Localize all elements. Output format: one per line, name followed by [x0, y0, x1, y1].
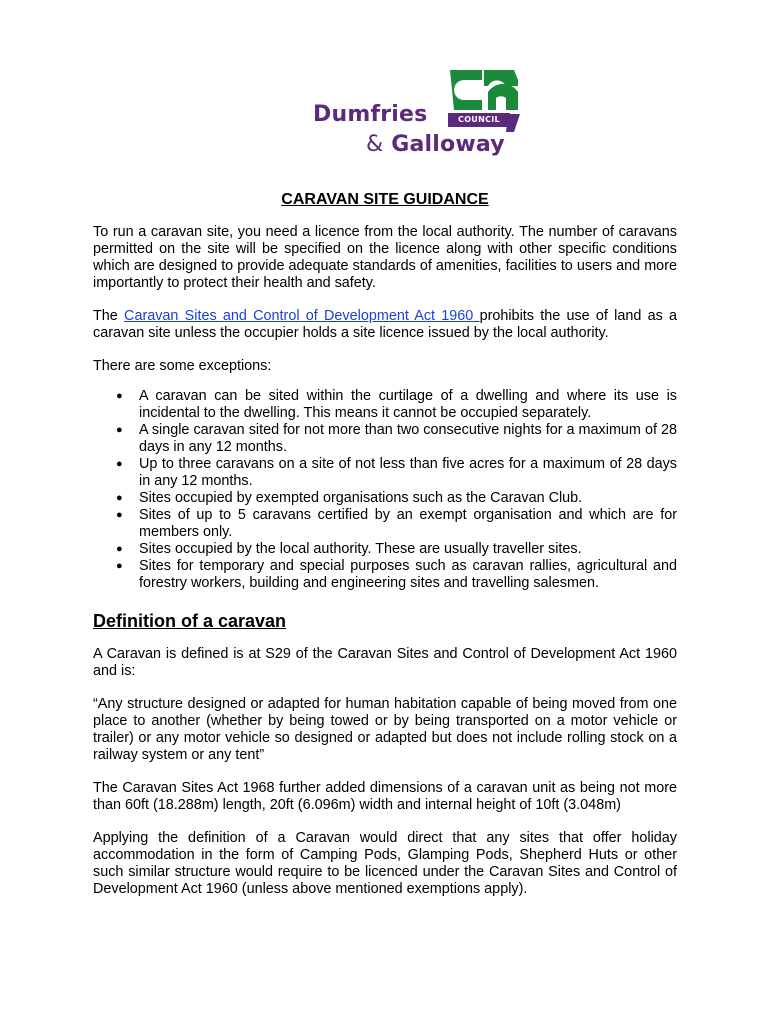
logo-text-galloway	[366, 132, 505, 157]
application-paragraph: Applying the definition of a Caravan would direct that any sites that offer holiday accommodation in the form of Camping Pods, Glamping Pods, Shepherd Huts or other such similar structure would require to be licenced under the Caravan Sites and Control of Development Act 1960 (unless above mentioned exemptions apply).	[93, 830, 677, 897]
definition-paragraph: A Caravan is defined is at S29 of the Caravan Sites and Control of Development Act 1960 and is:	[93, 646, 677, 679]
act-text-before: The	[93, 308, 125, 324]
act-text-after: prohibits the use of land as a caravan site unless the occupier holds a site licence issued by the local authority.	[93, 308, 678, 341]
definition-quote: “Any structure designed or adapted for human habitation capable of being moved from one place to another (whether by being towed or by being transported on a motor vehicle or trailer) or any motor vehicle so designed or adapted but does not include rolling stock on a railway system or any tent”	[93, 696, 677, 763]
list-item: ● A caravan can be sited within the curtilage of a dwelling and where its use is incidental to the dwelling. This means it cannot be occupied separately.	[116, 388, 677, 421]
bullet-icon: ●	[116, 560, 123, 572]
list-item: ● Sites for temporary and special purposes such as caravan rallies, agricultural and forestry workers, building and engineering sites and travelling salesmen.	[116, 558, 677, 591]
dimensions-paragraph: The Caravan Sites Act 1968 further added dimensions of a caravan unit as being not more than 60ft (18.288m) length, 20ft (6.096m) width and internal height of 10ft (3.048m)	[93, 780, 677, 813]
page-title: CARAVAN SITE GUIDANCE	[281, 191, 489, 208]
act-paragraph	[93, 308, 677, 342]
council-badge: COUNCIL	[448, 113, 510, 127]
document-body	[93, 190, 677, 914]
list-item: ● Sites occupied by the local authority. These are usually traveller sites.	[116, 541, 582, 557]
bullet-icon: ●	[116, 543, 123, 555]
logo-galloway-word: Galloway	[391, 132, 505, 157]
bullet-icon: ●	[116, 458, 123, 470]
bullet-icon: ●	[116, 424, 123, 436]
act-link[interactable]: Caravan Sites and Control of Development Act 1960	[124, 308, 480, 324]
logo-text-dumfries: Dumfries	[313, 102, 428, 127]
bullet-icon: ●	[116, 492, 123, 504]
council-logo	[310, 66, 520, 158]
exceptions-list	[93, 388, 677, 592]
exceptions-intro: There are some exceptions:	[93, 358, 272, 374]
list-item: ● Sites of up to 5 caravans certified by an exempt organisation and which are for members only.	[116, 507, 677, 540]
bullet-icon: ●	[116, 509, 123, 521]
section-heading-definition: Definition of a caravan	[93, 611, 287, 631]
bullet-icon: ●	[116, 390, 123, 402]
list-item: ● A single caravan sited for not more than two consecutive nights for a maximum of 28 days in any 12 months.	[116, 422, 677, 455]
logo-ampersand: &	[366, 132, 384, 157]
list-item: ● Up to three caravans on a site of not less than five acres for a maximum of 28 days in any 12 months.	[116, 456, 677, 489]
intro-paragraph: To run a caravan site, you need a licence from the local authority. The number of caravans permitted on the site will be specified on the licence along with other specific conditions which are designed to provide adequate standards of amenities, facilities to users and more importantly to protect their health and safety.	[93, 224, 677, 291]
list-item: ● Sites occupied by exempted organisations such as the Caravan Club.	[116, 490, 583, 506]
